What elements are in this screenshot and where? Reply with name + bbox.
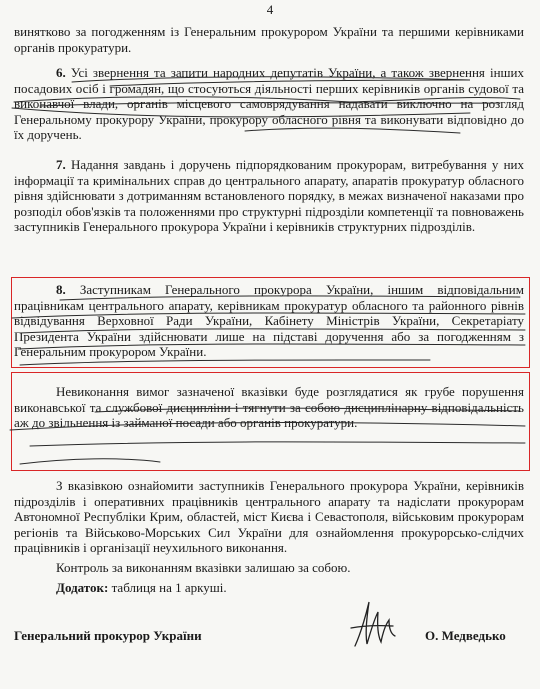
page-number: 4 bbox=[266, 2, 274, 17]
paragraph-9: Невиконання вимог зазначеної вказівки буде розглядатися як грубе порушення виконавської та службової дисципліни і тягнути за собою дисциплінарну відповідальність аж до звільнення із займаної посади або органів прокуратури. bbox=[14, 384, 524, 431]
paragraph-7-number: 7. bbox=[56, 157, 66, 172]
signatory-position: Генеральний прокурор України bbox=[14, 628, 202, 643]
paragraph-10: З вказівкою ознайомити заступників Генерального прокурора України, керівників підрозділів і оперативних працівників центрального апарату та надіслати прокурорам Автономної Республіки Крим, областей, міст Києва і Севастополя, військовим прокурорам регіонів та Військово-Морських Сил України для ознайомлення прокурорсько-слідчих працівників і організації неухильного виконання. bbox=[14, 478, 524, 556]
paragraph-8-text: Заступникам Генерального прокурора України, іншим відповідальним працівникам центрального апарату, керівникам прокуратур обласного та районного рівнів відвідування Верховної Ради України, Кабінету Міністрів України, Секретаріату Президента України здійснювати лише на підставі доручення або за погодженням з Генеральним прокурором України. bbox=[14, 282, 524, 360]
signatory-name: О. Медведько bbox=[425, 628, 506, 643]
paragraph-6 bbox=[14, 65, 524, 143]
paragraph-8-number: 8. bbox=[56, 282, 66, 297]
annex-label: Додаток: bbox=[56, 580, 109, 595]
handwritten-signature bbox=[345, 598, 400, 653]
paragraph-6-number: 6. bbox=[56, 65, 66, 80]
annex-line bbox=[56, 580, 227, 596]
control-line: Контроль за виконанням вказівки залишаю за собою. bbox=[56, 560, 351, 575]
annex-text: таблиця на 1 аркуші. bbox=[111, 580, 227, 595]
paragraph-6-text: Усі звернення та запити народних депутатів України, а також звернення інших посадових осіб і громадян, що стосуються діяльності перших керівників органів судової та виконавчої влади, органів місцевого самоврядування надавати виключно на розгляд Генеральному прокурору України, прокурору обласного рівня та виконувати відповідно до їх доручень. bbox=[14, 65, 525, 143]
paragraph-7-text: Надання завдань і доручень підпорядкованим прокурорам, витребування у них інформації та кримінальних справ до центрального апарату, апаратів прокуратур обласного рівня здійснювати з дотриманням встановленого порядку, в межах визначеної наказами про розподіл обов'язків та положеннями про структурні підрозділи компетенції та повноважень заступників Генерального прокурора України і керівників структурних підрозділів. bbox=[14, 157, 524, 235]
paragraph-7 bbox=[14, 157, 524, 235]
paragraph-continuation: винятково за погодженням із Генеральним прокурором України та першими керівниками органів прокуратури. bbox=[14, 24, 524, 55]
paragraph-8 bbox=[14, 282, 524, 360]
